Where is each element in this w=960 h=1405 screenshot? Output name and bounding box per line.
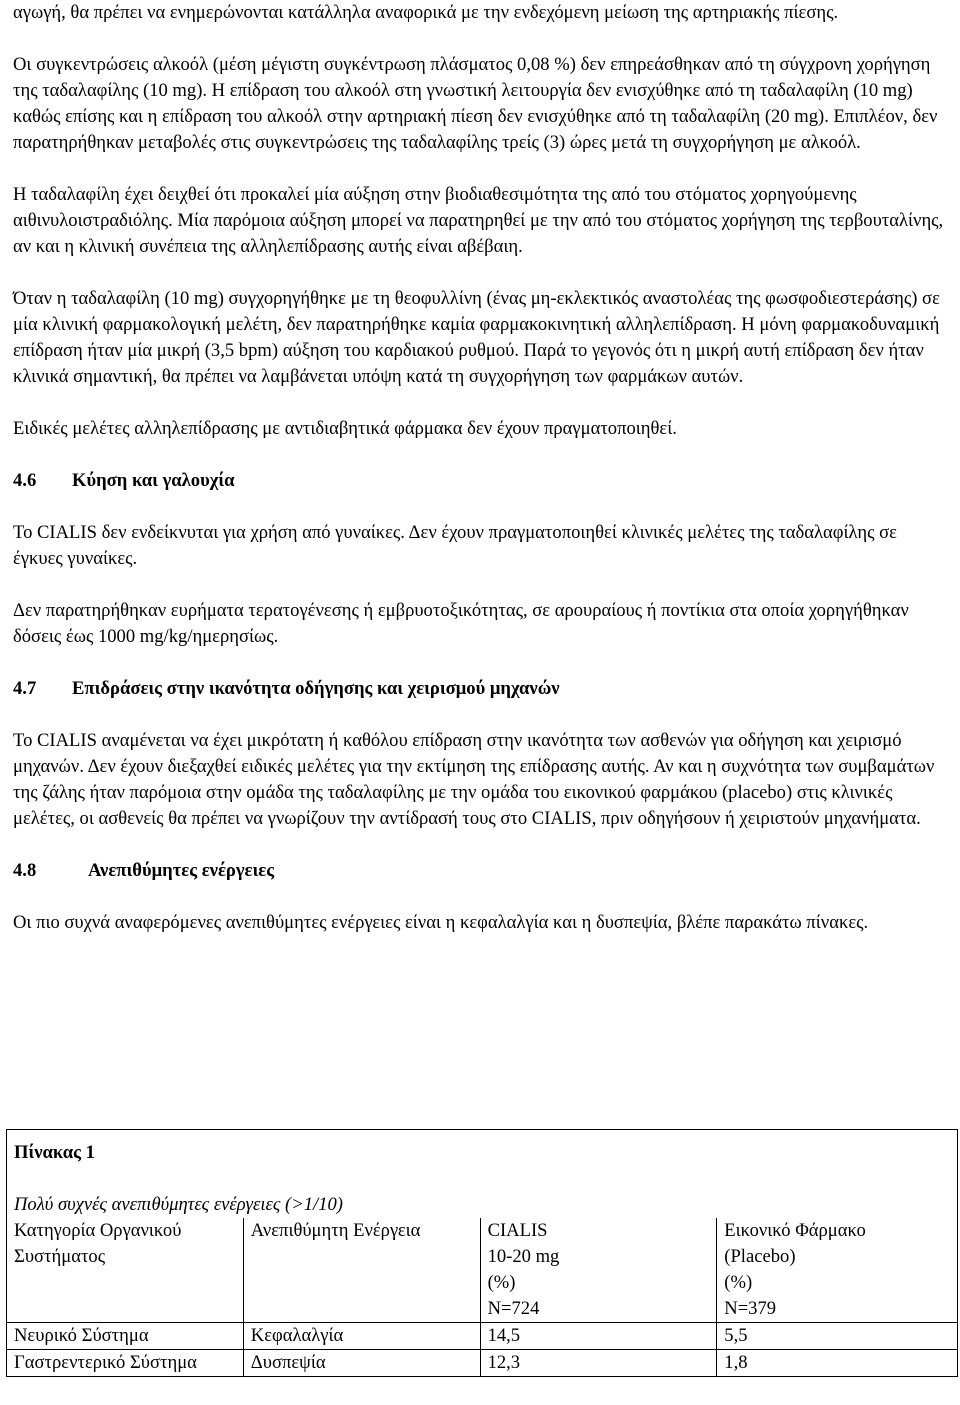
header-cialis-line: CIALIS xyxy=(487,1220,548,1241)
cell-cialis: 14,5 xyxy=(480,1323,717,1350)
section-number: 4.6 xyxy=(13,470,37,491)
cell-system: Γαστρεντερικό Σύστημα xyxy=(7,1350,244,1377)
cell-placebo: 5,5 xyxy=(717,1323,958,1350)
header-effect: Ανεπιθύμητη Ενέργεια xyxy=(243,1218,480,1323)
paragraph-teratogenesis: Δεν παρατηρήθηκαν ευρήματα τερατογένεσης ή εμβρυοτοξικότητας, σε αρουραίους ή ποντίκια στα οποία χορηγήθηκαν δόσεις έως 1000 mg/kg/ημερησίως. xyxy=(13,600,909,647)
paragraph-antidiabetic: Ειδικές μελέτες αλληλεπίδρασης με αντιδιαβητικά φάρμακα δεν έχουν πραγματοποιηθεί. xyxy=(13,418,677,439)
paragraph-women: Το CIALIS δεν ενδείκνυται για χρήση από γυναίκες. Δεν έχουν πραγματοποιηθεί κλινικές μελέτες της ταδαλαφίλης σε έγκυες γυναίκες. xyxy=(13,522,897,569)
cell-cialis: 12,3 xyxy=(480,1350,717,1377)
section-heading-4-7 xyxy=(13,676,948,702)
header-system: Κατηγορία Οργανικού Συστήματος xyxy=(7,1218,244,1323)
header-cialis-line: 10-20 mg xyxy=(487,1246,560,1267)
header-cialis-line: (%) xyxy=(487,1272,516,1293)
section-title: Ανεπιθύμητες ενέργειες xyxy=(88,860,275,881)
header-placebo-line: (%) xyxy=(724,1272,753,1293)
header-placebo-line: Εικονικό Φάρμακο xyxy=(724,1220,866,1241)
paragraph-driving: Το CIALIS αναμένεται να έχει μικρότατη ή καθόλου επίδραση στην ικανότητα των ασθενών για οδήγηση και χειρισμό μηχανών. Δεν έχουν διεξαχθεί ειδικές μελέτες για την εκτίμηση της επίδρασης αυτής. Αν και η συχνότητα των συμβαμάτων της ζάλης ήταν παρόμοια στην ομάδα της ταδαλαφίλης με την ομάδα του εικονικού φαρμάκου (placebo) στις κλινικές μελέτες, οι ασθενείς θα πρέπει να γνωρίζουν την αντίδρασή τους στο CIALIS, πριν οδηγήσουν ή χειριστούν μηχανήματα. xyxy=(13,730,935,829)
section-number: 4.7 xyxy=(13,678,37,699)
cell-placebo: 1,8 xyxy=(717,1350,958,1377)
header-cialis xyxy=(480,1218,717,1323)
paragraph-ethinylestradiol: Η ταδαλαφίλη έχει δειχθεί ότι προκαλεί μία αύξηση στην βιοδιαθεσιμότητα της από του στόματος χορηγούμενης αιθινυλοιστραδιόλης. Μία παρόμοια αύξηση μπορεί να παρατηρηθεί με την από του στόματος χορήγηση της τερβουταλίνης, αν και η κλινική συνέπεια της αλληλεπίδρασης αυτής είναι αβέβαιη. xyxy=(13,184,944,257)
section-title: Επιδράσεις στην ικανότητα οδήγησης και χειρισμού μηχανών xyxy=(72,678,560,699)
cell-effect: Κεφαλαλγία xyxy=(243,1323,480,1350)
table-caption xyxy=(7,1130,958,1219)
header-placebo-line: (Placebo) xyxy=(724,1246,796,1267)
table-row xyxy=(7,1350,958,1377)
cell-effect: Δυσπεψία xyxy=(243,1350,480,1377)
document-page xyxy=(13,0,948,936)
table-row xyxy=(7,1323,958,1350)
header-placebo xyxy=(717,1218,958,1323)
section-heading-4-6 xyxy=(13,468,948,494)
section-title: Κύηση και γαλουχία xyxy=(72,470,235,491)
paragraph-blood-pressure: αγωγή, θα πρέπει να ενημερώνονται κατάλληλα αναφορικά με την ενδεχόμενη μείωση της αρτηριακής πίεσης. xyxy=(13,2,839,23)
paragraph-theophylline: Όταν η ταδαλαφίλη (10 mg) συγχορηγήθηκε με τη θεοφυλλίνη (ένας μη-εκλεκτικός αναστολέας της φωσφοδιεστεράσης) σε μία κλινική φαρμακολογική μελέτη, δεν παρατηρήθηκε καμία φαρμακοκινητική αλληλεπίδραση. Η μόνη φαρμακοδυναμική επίδραση ήταν μία μικρή (3,5 bpm) αύξηση του καρδιακού ρυθμού. Παρά το γεγονός ότι η μικρή αυτή επίδραση δεν ήταν κλινικά σημαντική, θα πρέπει να λαμβάνεται υπόψη κατά τη συγχορήγηση των φαρμάκων αυτών. xyxy=(13,288,940,387)
header-placebo-line: N=379 xyxy=(724,1298,777,1319)
adverse-reactions-table xyxy=(6,1129,958,1377)
table-subtitle: Πολύ συχνές ανεπιθύμητες ενέργειες (>1/10) xyxy=(14,1194,343,1215)
section-number: 4.8 xyxy=(13,860,37,881)
paragraph-alcohol: Οι συγκεντρώσεις αλκοόλ (μέση μέγιστη συγκέντρωση πλάσματος 0,08 %) δεν επηρεάσθηκαν από τη σύγχρονη χορήγηση της ταδαλαφίλης (10 mg). Η επίδραση του αλκοόλ στη γνωστική λειτουργία δεν ενισχύθηκε από τη ταδαλαφίλη (10 mg) καθώς επίσης και η επίδραση του αλκοόλ στην αρτηριακή πίεση δεν ενισχύθηκε από τη ταδαλαφίλη (20 mg). Επιπλέον, δεν παρατηρήθηκαν μεταβολές στις συγκεντρώσεις της ταδαλαφίλης τρείς (3) ώρες μετά τη συγχορήγηση με αλκοόλ. xyxy=(13,54,938,153)
cell-system: Νευρικό Σύστημα xyxy=(7,1323,244,1350)
paragraph-adverse-summary: Οι πιο συχνά αναφερόμενες ανεπιθύμητες ενέργειες είναι η κεφαλαλγία και η δυσπεψία, βλέπε παρακάτω πίνακες. xyxy=(13,912,869,933)
table-title: Πίνακας 1 xyxy=(14,1142,95,1163)
section-heading-4-8 xyxy=(13,858,948,884)
header-cialis-line: N=724 xyxy=(487,1298,540,1319)
